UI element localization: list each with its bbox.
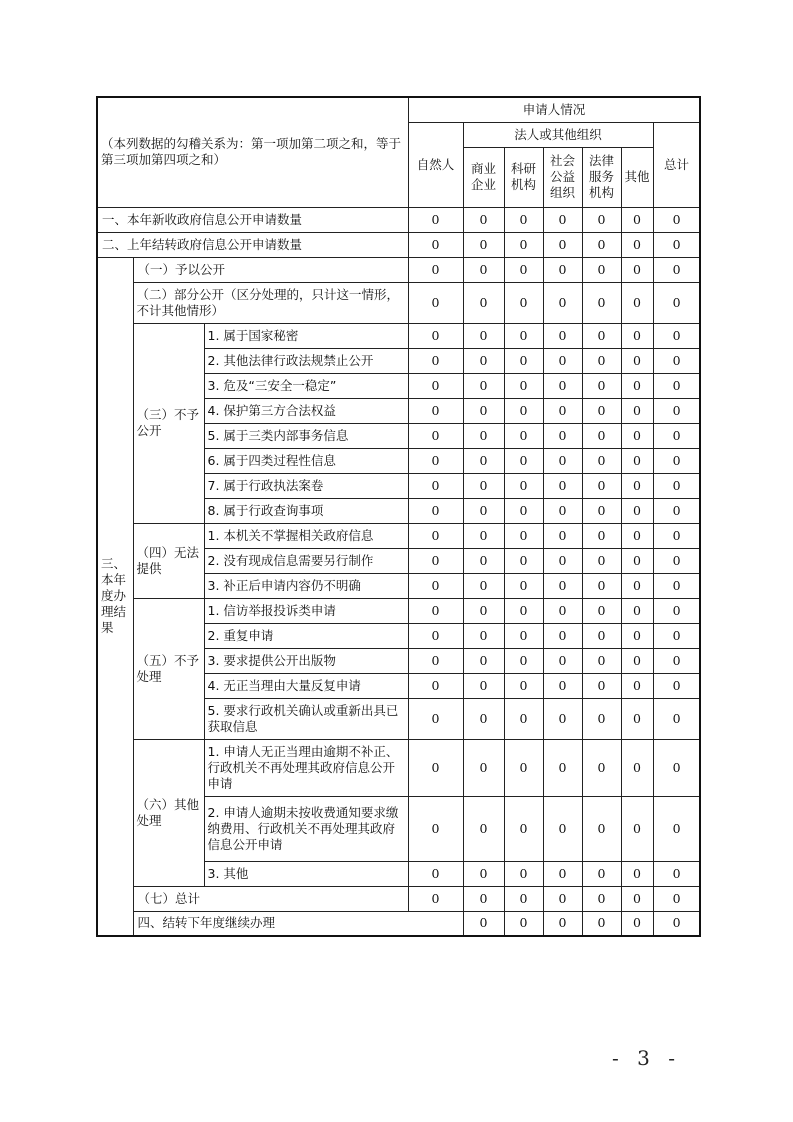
value-cell: 0: [582, 498, 621, 523]
table-row: [97, 523, 700, 548]
value-cell: 0: [543, 886, 582, 911]
value-cell: 0: [504, 573, 543, 598]
value-cell: 0: [653, 623, 700, 648]
header-col-business-text: 商业企业: [471, 161, 497, 192]
row-label: 5. 属于三类内部事务信息: [204, 423, 408, 448]
row-label: 3. 危及“三安全一稳定”: [204, 373, 408, 398]
value-cell: 0: [621, 373, 653, 398]
row-label: 4. 保护第三方合法权益: [204, 398, 408, 423]
value-cell: 0: [504, 673, 543, 698]
value-cell: 0: [582, 573, 621, 598]
value-cell: 0: [504, 423, 543, 448]
value-cell: 0: [408, 232, 463, 257]
value-cell: 0: [408, 548, 463, 573]
value-cell: 0: [504, 448, 543, 473]
value-cell: 0: [463, 523, 504, 548]
value-cell: 0: [621, 523, 653, 548]
value-cell: 0: [621, 861, 653, 886]
value-cell: 0: [408, 861, 463, 886]
table-row: [97, 207, 700, 232]
value-cell: 0: [504, 207, 543, 232]
value-cell: 0: [463, 911, 504, 936]
row-label: 1. 属于国家秘密: [204, 323, 408, 348]
value-cell: 0: [463, 623, 504, 648]
value-cell: 0: [504, 648, 543, 673]
value-cell: 0: [621, 282, 653, 323]
value-cell: 0: [504, 348, 543, 373]
page-number: - 3 -: [612, 1046, 681, 1070]
value-cell: 0: [653, 739, 700, 796]
value-cell: 0: [408, 398, 463, 423]
value-cell: 0: [463, 739, 504, 796]
value-cell: 0: [653, 323, 700, 348]
group-label: （三）不予公开: [133, 323, 204, 523]
header-col-other: 其他: [621, 147, 653, 207]
value-cell: 0: [582, 886, 621, 911]
value-cell: 0: [543, 257, 582, 282]
value-cell: 0: [463, 373, 504, 398]
value-cell: 0: [408, 886, 463, 911]
value-cell: 0: [653, 911, 700, 936]
value-cell: 0: [653, 473, 700, 498]
value-cell: 0: [408, 373, 463, 398]
header-col-research: [504, 147, 543, 207]
value-cell: 0: [543, 232, 582, 257]
value-cell: 0: [582, 648, 621, 673]
value-cell: 0: [543, 282, 582, 323]
value-cell: 0: [463, 498, 504, 523]
row-label: 3. 要求提供公开出版物: [204, 648, 408, 673]
value-cell: 0: [582, 232, 621, 257]
value-cell: 0: [408, 648, 463, 673]
value-cell: 0: [653, 886, 700, 911]
value-cell: 0: [582, 398, 621, 423]
value-cell: 0: [408, 448, 463, 473]
value-cell: 0: [653, 232, 700, 257]
value-cell: 0: [504, 398, 543, 423]
row-label: 一、本年新收政府信息公开申请数量: [97, 207, 408, 232]
value-cell: 0: [543, 796, 582, 861]
value-cell: 0: [621, 207, 653, 232]
header-col-public-welfare: [543, 147, 582, 207]
value-cell: 0: [543, 498, 582, 523]
row-label: 2. 其他法律行政法规禁止公开: [204, 348, 408, 373]
value-cell: 0: [543, 623, 582, 648]
value-cell: 0: [504, 498, 543, 523]
value-cell: 0: [408, 498, 463, 523]
value-cell: 0: [621, 232, 653, 257]
value-cell: 0: [408, 523, 463, 548]
value-cell: 0: [582, 448, 621, 473]
value-cell: 0: [504, 739, 543, 796]
value-cell: 0: [463, 448, 504, 473]
value-cell: 0: [504, 373, 543, 398]
value-cell: 0: [582, 348, 621, 373]
value-cell: 0: [504, 698, 543, 739]
value-cell: 0: [408, 257, 463, 282]
section3-label: 三、本年度办理结果: [97, 257, 133, 936]
value-cell: 0: [621, 648, 653, 673]
value-cell: 0: [543, 648, 582, 673]
value-cell: 0: [621, 448, 653, 473]
value-cell: 0: [582, 473, 621, 498]
value-cell: 0: [582, 257, 621, 282]
value-cell: 0: [408, 698, 463, 739]
row-label: （七）总计: [133, 886, 408, 911]
value-cell: 0: [408, 739, 463, 796]
value-cell: 0: [408, 598, 463, 623]
value-cell: 0: [504, 548, 543, 573]
value-cell: 0: [621, 548, 653, 573]
value-cell: 0: [543, 573, 582, 598]
value-cell: 0: [621, 423, 653, 448]
table-row: [97, 282, 700, 323]
value-cell: 0: [504, 911, 543, 936]
value-cell: 0: [463, 648, 504, 673]
value-cell: 0: [408, 796, 463, 861]
value-cell: 0: [543, 473, 582, 498]
row-label: 二、上年结转政府信息公开申请数量: [97, 232, 408, 257]
value-cell: 0: [543, 348, 582, 373]
header-col-public-welfare-text: 社会公益组织: [550, 153, 576, 200]
value-cell: 0: [582, 911, 621, 936]
header-col-total: 总计: [653, 122, 700, 207]
table-row: [97, 886, 700, 911]
value-cell: 0: [504, 796, 543, 861]
value-cell: 0: [621, 673, 653, 698]
value-cell: 0: [463, 398, 504, 423]
header-col-natural-person: 自然人: [408, 122, 463, 207]
value-cell: 0: [463, 698, 504, 739]
table-row: [97, 598, 700, 623]
value-cell: 0: [653, 573, 700, 598]
value-cell: 0: [621, 698, 653, 739]
value-cell: 0: [543, 423, 582, 448]
row-label: 2. 没有现成信息需要另行制作: [204, 548, 408, 573]
value-cell: 0: [621, 348, 653, 373]
value-cell: 0: [408, 423, 463, 448]
value-cell: 0: [653, 523, 700, 548]
header-col-research-text: 科研机构: [511, 161, 537, 192]
row-label: 2. 申请人逾期未按收费通知要求缴纳费用、行政机关不再处理其政府信息公开申请: [204, 796, 408, 861]
row-label: 四、结转下年度继续办理: [133, 911, 463, 936]
value-cell: 0: [653, 282, 700, 323]
value-cell: 0: [408, 673, 463, 698]
value-cell: 0: [463, 282, 504, 323]
group-label: （六）其他处理: [133, 739, 204, 886]
value-cell: 0: [653, 498, 700, 523]
value-cell: 0: [463, 473, 504, 498]
value-cell: 0: [504, 623, 543, 648]
value-cell: 0: [621, 323, 653, 348]
value-cell: 0: [621, 623, 653, 648]
value-cell: 0: [543, 523, 582, 548]
value-cell: 0: [504, 523, 543, 548]
value-cell: 0: [582, 523, 621, 548]
value-cell: 0: [543, 207, 582, 232]
value-cell: 0: [621, 473, 653, 498]
table-row: [97, 323, 700, 348]
value-cell: 0: [582, 323, 621, 348]
value-cell: 0: [408, 323, 463, 348]
row-label: 8. 属于行政查询事项: [204, 498, 408, 523]
value-cell: 0: [621, 911, 653, 936]
value-cell: 0: [504, 323, 543, 348]
row-label: 1. 信访举报投诉类申请: [204, 598, 408, 623]
value-cell: 0: [653, 861, 700, 886]
row-label: 6. 属于四类过程性信息: [204, 448, 408, 473]
value-cell: 0: [653, 348, 700, 373]
value-cell: 0: [543, 598, 582, 623]
value-cell: 0: [653, 448, 700, 473]
value-cell: 0: [543, 911, 582, 936]
value-cell: 0: [408, 282, 463, 323]
value-cell: 0: [653, 373, 700, 398]
row-label: 7. 属于行政执法案卷: [204, 473, 408, 498]
value-cell: 0: [653, 423, 700, 448]
value-cell: 0: [582, 861, 621, 886]
value-cell: 0: [621, 573, 653, 598]
value-cell: 0: [582, 282, 621, 323]
value-cell: 0: [653, 207, 700, 232]
row-label: 2. 重复申请: [204, 623, 408, 648]
group-label: （四）无法提供: [133, 523, 204, 598]
header-applicant-situation: 申请人情况: [408, 97, 700, 122]
value-cell: 0: [582, 207, 621, 232]
value-cell: 0: [582, 796, 621, 861]
value-cell: 0: [621, 886, 653, 911]
table-row: [97, 232, 700, 257]
row-label: 4. 无正当理由大量反复申请: [204, 673, 408, 698]
value-cell: 0: [408, 473, 463, 498]
value-cell: 0: [408, 623, 463, 648]
value-cell: 0: [504, 282, 543, 323]
value-cell: 0: [463, 207, 504, 232]
value-cell: 0: [504, 257, 543, 282]
value-cell: 0: [504, 232, 543, 257]
value-cell: 0: [543, 373, 582, 398]
value-cell: 0: [621, 796, 653, 861]
value-cell: 0: [543, 548, 582, 573]
value-cell: 0: [463, 796, 504, 861]
value-cell: 0: [543, 398, 582, 423]
row-label: 1. 本机关不掌握相关政府信息: [204, 523, 408, 548]
value-cell: 0: [504, 473, 543, 498]
value-cell: 0: [408, 573, 463, 598]
value-cell: 0: [582, 698, 621, 739]
value-cell: 0: [543, 448, 582, 473]
value-cell: 0: [653, 548, 700, 573]
row-label: 3. 补正后申请内容仍不明确: [204, 573, 408, 598]
value-cell: 0: [463, 257, 504, 282]
value-cell: 0: [463, 861, 504, 886]
value-cell: 0: [582, 423, 621, 448]
value-cell: 0: [504, 861, 543, 886]
value-cell: 0: [463, 348, 504, 373]
value-cell: 0: [543, 673, 582, 698]
table-row: [97, 739, 700, 796]
table-row: [97, 257, 700, 282]
value-cell: 0: [463, 423, 504, 448]
value-cell: 0: [504, 598, 543, 623]
value-cell: 0: [582, 373, 621, 398]
value-cell: 0: [463, 323, 504, 348]
statistics-table: [96, 96, 701, 937]
row-label: 3. 其他: [204, 861, 408, 886]
row-label: （二）部分公开（区分处理的，只计这一情形，不计其他情形）: [133, 282, 408, 323]
row-label: 5. 要求行政机关确认或重新出具已获取信息: [204, 698, 408, 739]
value-cell: 0: [504, 886, 543, 911]
value-cell: 0: [408, 207, 463, 232]
header-note: （本列数据的勾稽关系为：第一项加第二项之和，等于第三项加第四项之和）: [97, 97, 408, 207]
value-cell: 0: [543, 698, 582, 739]
value-cell: 0: [463, 573, 504, 598]
value-cell: 0: [463, 232, 504, 257]
value-cell: 0: [653, 598, 700, 623]
value-cell: 0: [543, 861, 582, 886]
header-legal-entities: 法人或其他组织: [463, 122, 653, 147]
value-cell: 0: [543, 323, 582, 348]
row-label: （一）予以公开: [133, 257, 408, 282]
value-cell: 0: [621, 739, 653, 796]
value-cell: 0: [582, 623, 621, 648]
value-cell: 0: [621, 498, 653, 523]
value-cell: 0: [653, 796, 700, 861]
table-body: [97, 97, 700, 936]
header-col-business: [463, 147, 504, 207]
value-cell: 0: [582, 739, 621, 796]
value-cell: 0: [463, 598, 504, 623]
value-cell: 0: [582, 548, 621, 573]
value-cell: 0: [653, 673, 700, 698]
value-cell: 0: [621, 598, 653, 623]
value-cell: 0: [463, 673, 504, 698]
value-cell: 0: [463, 548, 504, 573]
value-cell: 0: [653, 648, 700, 673]
header-col-legal-service-text: 法律服务机构: [589, 153, 615, 200]
header-col-legal-service: [582, 147, 621, 207]
value-cell: 0: [463, 886, 504, 911]
row-label: 1. 申请人无正当理由逾期不补正、行政机关不再处理其政府信息公开申请: [204, 739, 408, 796]
group-label: （五）不予处理: [133, 598, 204, 739]
value-cell: 0: [582, 598, 621, 623]
value-cell: 0: [621, 257, 653, 282]
value-cell: 0: [543, 739, 582, 796]
value-cell: 0: [653, 398, 700, 423]
value-cell: 0: [653, 698, 700, 739]
value-cell: 0: [653, 257, 700, 282]
value-cell: 0: [408, 348, 463, 373]
value-cell: 0: [621, 398, 653, 423]
value-cell: 0: [582, 673, 621, 698]
table-row: [97, 911, 700, 936]
